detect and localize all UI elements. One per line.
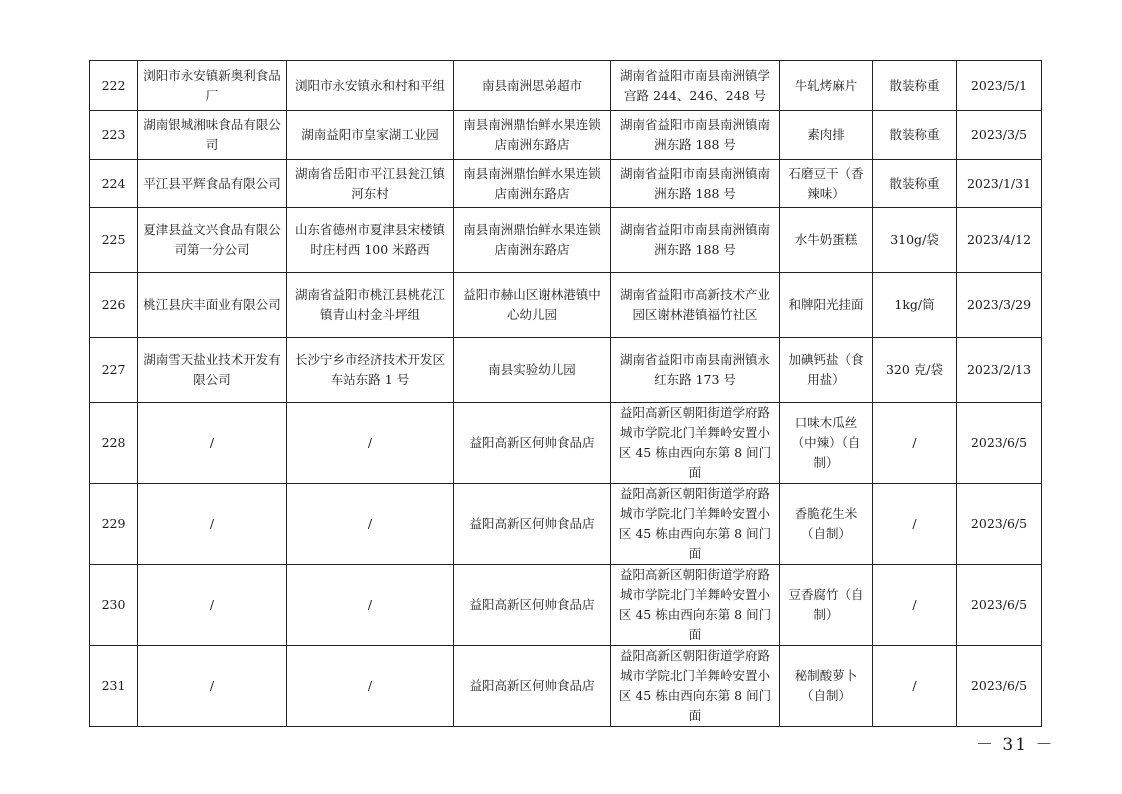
row-number-cell: 231 bbox=[90, 646, 138, 727]
spec-cell: 310g/袋 bbox=[873, 208, 957, 273]
spec-cell: 320 克/袋 bbox=[873, 338, 957, 403]
table-row bbox=[90, 208, 1042, 273]
producer-address-cell: 浏阳市永安镇永和村和平组 bbox=[287, 61, 454, 111]
product-name-cell: 豆香腐竹（自制） bbox=[780, 565, 873, 646]
production-date-cell: 2023/6/5 bbox=[957, 646, 1042, 727]
table-row bbox=[90, 338, 1042, 403]
spec-cell: / bbox=[873, 646, 957, 727]
page-number: － 31 － bbox=[976, 735, 1055, 755]
producer-name-cell: / bbox=[138, 403, 287, 484]
production-date-cell: 2023/3/5 bbox=[957, 111, 1042, 160]
row-number-cell: 229 bbox=[90, 484, 138, 565]
spec-cell: 散装称重 bbox=[873, 160, 957, 208]
spec-cell: / bbox=[873, 484, 957, 565]
sampling-results-table bbox=[89, 60, 1042, 727]
producer-name-cell: / bbox=[138, 565, 287, 646]
seller-address-cell: 湖南省益阳市南县南洲镇永红东路 173 号 bbox=[611, 338, 780, 403]
product-name-cell: 水牛奶蛋糕 bbox=[780, 208, 873, 273]
seller-address-cell: 湖南省益阳市南县南洲镇学宫路 244、246、248 号 bbox=[611, 61, 780, 111]
seller-name-cell: 益阳高新区何帅食品店 bbox=[454, 484, 611, 565]
producer-address-cell: 长沙宁乡市经济技术开发区车站东路 1 号 bbox=[287, 338, 454, 403]
producer-address-cell: / bbox=[287, 484, 454, 565]
seller-name-cell: 南县南洲思弟超市 bbox=[454, 61, 611, 111]
producer-name-cell: 平江县平辉食品有限公司 bbox=[138, 160, 287, 208]
production-date-cell: 2023/1/31 bbox=[957, 160, 1042, 208]
seller-name-cell: 南县南洲鼎怡鲜水果连锁店南洲东路店 bbox=[454, 111, 611, 160]
row-number-cell: 223 bbox=[90, 111, 138, 160]
product-name-cell: 加碘钙盐（食用盐） bbox=[780, 338, 873, 403]
spec-cell: 散装称重 bbox=[873, 61, 957, 111]
producer-address-cell: / bbox=[287, 403, 454, 484]
producer-address-cell: 湖南益阳市皇家湖工业园 bbox=[287, 111, 454, 160]
seller-address-cell: 湖南省益阳市南县南洲镇南洲东路 188 号 bbox=[611, 160, 780, 208]
seller-name-cell: 南县实验幼儿园 bbox=[454, 338, 611, 403]
seller-address-cell: 湖南省益阳市南县南洲镇南洲东路 188 号 bbox=[611, 111, 780, 160]
product-name-cell: 秘制酸萝卜（自制） bbox=[780, 646, 873, 727]
row-number-cell: 225 bbox=[90, 208, 138, 273]
row-number-cell: 222 bbox=[90, 61, 138, 111]
production-date-cell: 2023/4/12 bbox=[957, 208, 1042, 273]
seller-name-cell: 南县南洲鼎怡鲜水果连锁店南洲东路店 bbox=[454, 208, 611, 273]
product-name-cell: 牛轧烤麻片 bbox=[780, 61, 873, 111]
seller-name-cell: 益阳高新区何帅食品店 bbox=[454, 646, 611, 727]
production-date-cell: 2023/6/5 bbox=[957, 565, 1042, 646]
table-row bbox=[90, 160, 1042, 208]
row-number-cell: 228 bbox=[90, 403, 138, 484]
row-number-cell: 226 bbox=[90, 273, 138, 338]
table-row bbox=[90, 403, 1042, 484]
spec-cell: / bbox=[873, 403, 957, 484]
seller-address-cell: 益阳高新区朝阳街道学府路城市学院北门羊舞岭安置小区 45 栋由西向东第 8 间门面 bbox=[611, 484, 780, 565]
producer-name-cell: 湖南银城湘味食品有限公司 bbox=[138, 111, 287, 160]
producer-address-cell: 山东省德州市夏津县宋楼镇时庄村西 100 米路西 bbox=[287, 208, 454, 273]
producer-address-cell: 湖南省岳阳市平江县瓮江镇河东村 bbox=[287, 160, 454, 208]
seller-address-cell: 湖南省益阳市南县南洲镇南洲东路 188 号 bbox=[611, 208, 780, 273]
table-row bbox=[90, 484, 1042, 565]
production-date-cell: 2023/6/5 bbox=[957, 484, 1042, 565]
spec-cell: / bbox=[873, 565, 957, 646]
producer-address-cell: 湖南省益阳市桃江县桃花江镇青山村金斗坪组 bbox=[287, 273, 454, 338]
producer-address-cell: / bbox=[287, 565, 454, 646]
production-date-cell: 2023/3/29 bbox=[957, 273, 1042, 338]
producer-name-cell: 夏津县益文兴食品有限公司第一分公司 bbox=[138, 208, 287, 273]
seller-address-cell: 益阳高新区朝阳街道学府路城市学院北门羊舞岭安置小区 45 栋由西向东第 8 间门面 bbox=[611, 646, 780, 727]
producer-name-cell: / bbox=[138, 646, 287, 727]
table-row bbox=[90, 273, 1042, 338]
table-row bbox=[90, 111, 1042, 160]
row-number-cell: 224 bbox=[90, 160, 138, 208]
producer-name-cell: 浏阳市永安镇新奥利食品厂 bbox=[138, 61, 287, 111]
seller-name-cell: 益阳高新区何帅食品店 bbox=[454, 565, 611, 646]
product-name-cell: 和牌阳光挂面 bbox=[780, 273, 873, 338]
seller-name-cell: 益阳高新区何帅食品店 bbox=[454, 403, 611, 484]
producer-name-cell: 桃江县庆丰面业有限公司 bbox=[138, 273, 287, 338]
product-name-cell: 香脆花生米（自制） bbox=[780, 484, 873, 565]
production-date-cell: 2023/2/13 bbox=[957, 338, 1042, 403]
production-date-cell: 2023/6/5 bbox=[957, 403, 1042, 484]
product-name-cell: 石磨豆干（香辣味） bbox=[780, 160, 873, 208]
spec-cell: 散装称重 bbox=[873, 111, 957, 160]
row-number-cell: 227 bbox=[90, 338, 138, 403]
spec-cell: 1kg/筒 bbox=[873, 273, 957, 338]
table-row bbox=[90, 61, 1042, 111]
seller-address-cell: 益阳高新区朝阳街道学府路城市学院北门羊舞岭安置小区 45 栋由西向东第 8 间门面 bbox=[611, 565, 780, 646]
row-number-cell: 230 bbox=[90, 565, 138, 646]
seller-name-cell: 南县南洲鼎怡鲜水果连锁店南洲东路店 bbox=[454, 160, 611, 208]
producer-address-cell: / bbox=[287, 646, 454, 727]
producer-name-cell: / bbox=[138, 484, 287, 565]
producer-name-cell: 湖南雪天盐业技术开发有限公司 bbox=[138, 338, 287, 403]
table-row bbox=[90, 565, 1042, 646]
product-name-cell: 口味木瓜丝（中辣）（自制） bbox=[780, 403, 873, 484]
seller-name-cell: 益阳市赫山区谢林港镇中心幼儿园 bbox=[454, 273, 611, 338]
seller-address-cell: 益阳高新区朝阳街道学府路城市学院北门羊舞岭安置小区 45 栋由西向东第 8 间门面 bbox=[611, 403, 780, 484]
product-name-cell: 素肉排 bbox=[780, 111, 873, 160]
table-row bbox=[90, 646, 1042, 727]
production-date-cell: 2023/5/1 bbox=[957, 61, 1042, 111]
seller-address-cell: 湖南省益阳市高新技术产业园区谢林港镇福竹社区 bbox=[611, 273, 780, 338]
